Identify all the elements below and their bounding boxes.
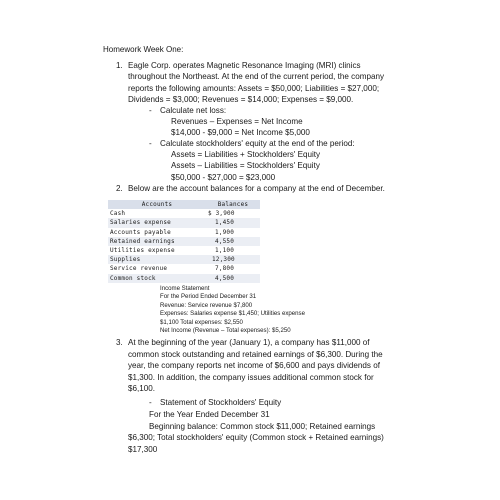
equity-label: Calculate stockholders' equity at the end of the period: xyxy=(160,139,355,148)
balance-cell: 12,300 xyxy=(206,255,260,264)
bullet-dash: - xyxy=(149,106,152,115)
account-cell: Utilities expense xyxy=(108,246,206,255)
table-row xyxy=(108,237,260,246)
question-1-line: throughout the Northeast. At the end of the current period, the company xyxy=(128,72,385,82)
column-header: Accounts xyxy=(108,200,206,209)
balance-cell: 1,450 xyxy=(206,218,260,227)
table-row xyxy=(108,246,260,255)
statement-line: Beginning balance: Common stock $11,000; Retained earnings xyxy=(149,421,376,431)
work-line: Assets – Liabilities = Stockholders' Equity xyxy=(171,161,320,171)
income-statement-line: Net Income (Revenue – Total expenses): $5,250 xyxy=(160,327,291,335)
income-statement-line: Expenses: Salaries expense $1,450; Utilities expense xyxy=(160,310,305,318)
statement-work-continued xyxy=(128,432,384,455)
statement-line: $6,300; Total stockholders' equity (Common stock + Retained earnings) xyxy=(128,433,384,442)
balance-cell: $ 3,900 xyxy=(206,209,260,218)
table-row xyxy=(108,255,260,264)
account-cell: Accounts payable xyxy=(108,228,206,237)
income-statement-line: For the Period Ended December 31 xyxy=(160,293,257,301)
question-2-number: 2. xyxy=(116,184,123,193)
question-1-text xyxy=(128,60,384,105)
question-1-line: Eagle Corp. operates Magnetic Resonance Imaging (MRI) clinics xyxy=(128,61,361,70)
question-3-line: common stock outstanding and retained earnings of $6,300. During the xyxy=(128,349,383,359)
question-3-line: At the beginning of the year (January 1), a company has $11,000 of xyxy=(128,338,370,347)
question-3-number: 3. xyxy=(116,338,123,347)
table-row xyxy=(108,274,260,283)
table-row xyxy=(108,264,260,273)
balance-cell: 4,550 xyxy=(206,237,260,246)
question-3-line: $6,100. xyxy=(128,384,156,394)
account-cell: Common stock xyxy=(108,274,206,283)
column-header: Balances xyxy=(206,200,260,209)
work-line: Assets = Liabilities + Stockholders' Equity xyxy=(171,150,321,159)
income-statement xyxy=(160,285,305,335)
account-cell: Supplies xyxy=(108,255,206,264)
bullet-dash: - xyxy=(149,139,152,148)
statement-label: Statement of Stockholders' Equity xyxy=(160,398,282,407)
statement-line: For the Year Ended December 31 xyxy=(149,410,270,419)
table-row xyxy=(108,209,260,218)
table-row xyxy=(108,228,260,237)
balance-cell: 1,900 xyxy=(206,228,260,237)
account-cell: Retained earnings xyxy=(108,237,206,246)
account-cell: Salaries expense xyxy=(108,218,206,227)
account-cell: Service revenue xyxy=(108,264,206,273)
table-row xyxy=(108,218,260,227)
question-3-line: year, the company reports net income of $6,600 and pays dividends of xyxy=(128,361,380,371)
work-line: Revenues – Expenses = Net Income xyxy=(171,117,303,126)
work-line: $50,000 - $27,000 = $23,000 xyxy=(171,172,276,182)
statement-line: $17,300 xyxy=(128,444,158,454)
net-loss-work xyxy=(171,116,310,139)
account-cell: Cash xyxy=(108,209,206,218)
income-statement-line: Revenue: Service revenue $7,800 xyxy=(160,301,253,309)
equity-work xyxy=(171,149,320,183)
question-3-line: $1,300. In addition, the company issues additional common stock for xyxy=(128,372,374,382)
work-line: $14,000 - $9,000 = Net Income $5,000 xyxy=(171,128,310,138)
statement-work xyxy=(149,409,375,432)
page-heading: Homework Week One: xyxy=(103,45,184,54)
question-1-line: reports the following amounts: Assets = $50,000; Liabilities = $27,000; xyxy=(128,83,380,93)
question-1-number: 1. xyxy=(116,61,123,70)
balance-cell: 4,500 xyxy=(206,274,260,283)
table-header-row xyxy=(108,200,260,209)
income-statement-line: $1,100 Total expenses: $2,550 xyxy=(160,318,243,326)
question-1-line: Dividends = $3,000; Revenues = $14,000; Expenses = $9,000. xyxy=(128,94,354,104)
income-statement-line: Income Statement xyxy=(160,285,210,292)
bullet-dash: - xyxy=(149,398,152,407)
balance-cell: 7,800 xyxy=(206,264,260,273)
account-balances-table xyxy=(108,200,260,283)
balance-cell: 1,100 xyxy=(206,246,260,255)
question-2-text: Below are the account balances for a company at the end of December. xyxy=(128,184,385,193)
question-3-text xyxy=(128,337,383,395)
net-loss-label: Calculate net loss: xyxy=(160,106,227,115)
